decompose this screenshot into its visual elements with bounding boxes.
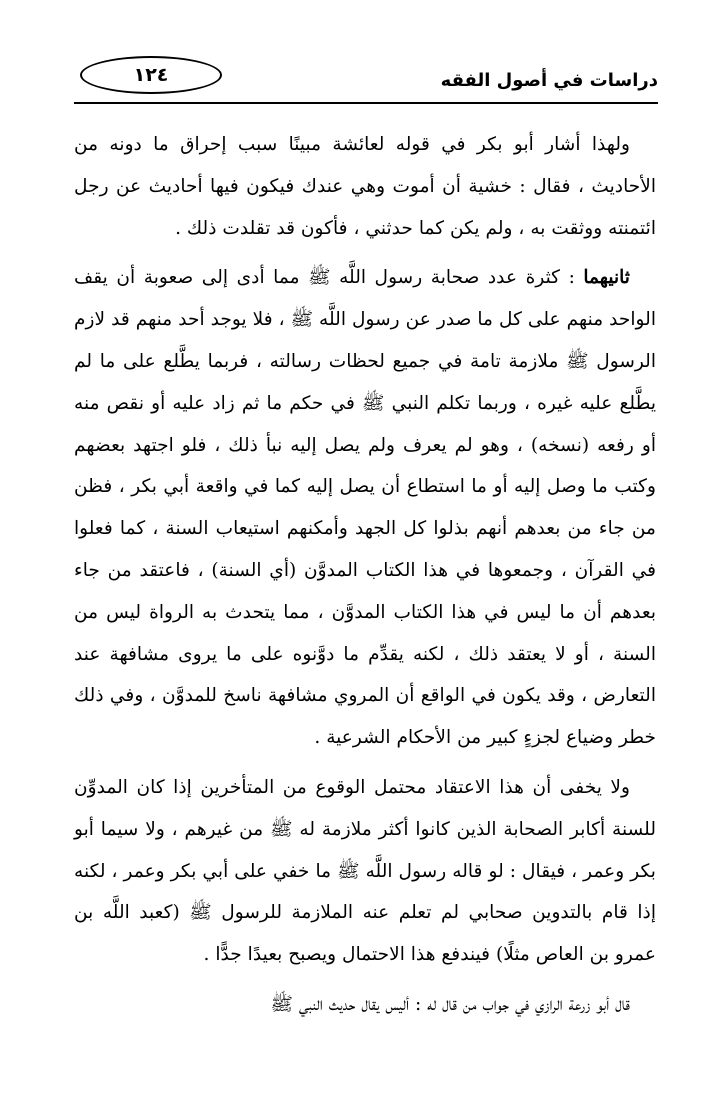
paragraph-text: قال أبو زرعة الرازي في جواب من قال له : أليس يقال حديث النبي ﷺ: [270, 993, 630, 1015]
book-title: دراسات في أصول الفقه: [440, 70, 658, 91]
page-number-badge: [80, 56, 222, 94]
paragraph-4: [74, 984, 656, 1026]
header-divider: [74, 102, 658, 104]
page-body: [74, 124, 656, 1026]
paragraph-text: ولا يخفى أن هذا الاعتقاد محتمل الوقوع من المتأخرين إذا كان المدوِّن للسنة أكابر الصحابة الذين كانوا أكثر ملازمة له ﷺ من غيرهم ، ولا سيما أبو بكر وعمر ، فيقال : لو قاله رسول اللَّه ﷺ ما خفي على أبي بكر وعمر ، لكنه إذا قام بالتدوين صحابي لم تعلم عنه الملازمة للرسول ﷺ (كعبد اللَّه بن عمرو بن العاص مثلًا) فيندفع هذا الاحتمال ويصبح بعيدًا جدًّا .: [74, 776, 656, 966]
paragraph-text: : كثرة عدد صحابة رسول اللَّه ﷺ مما أدى إلى صعوبة أن يقف الواحد منهم على كل ما صدر عن رسول اللَّه ﷺ ، فلا يوجد أحد منهم قد لازم الرسول ﷺ ملازمة تامة في جميع لحظات رسالته ، فربما يطَّلع على ما لم يطَّلع عليه غيره ، وربما تكلم النبي ﷺ في حكم ما ثم زاد عليه أو نقص منه أو رفعه (نسخه) ، وهو لم يعرف ولم يصل إليه نبأ ذلك ، فلو اجتهد بعضهم وكتب ما وصل إليه أو ما استطاع أن يصل إليه كما في واقعة أبي بكر ، فظن من جاء من بعدهم أنهم بذلوا كل الجهد وأمكنهم استيعاب السنة ، كما فعلوا في القرآن ، وجمعوها في هذا الكتاب المدوَّن (أي السنة) ، فاعتقد من جاء بعدهم أن ما ليس في هذا الكتاب المدوَّن ، مما يتحدث به الرواة ليس من السنة ، أو لا يعتقد ذلك ، لكنه يقدِّم ما دوَّنوه على ما يروى مشافهة عند التعارض ، وقد يكون في الواقع أن المروي مشافهة ناسخ للمدوَّن ، وفي ذلك خطر وضياع لجزءٍ كبير من الأحكام الشرعية .: [74, 267, 656, 749]
paragraph-1: [74, 124, 656, 249]
paragraph-2: [74, 257, 656, 759]
page-number: ١٢٤: [133, 64, 169, 86]
paragraph-lead: ثانيهما: [583, 267, 630, 289]
running-header: [74, 52, 658, 104]
paragraph-text: ولهذا أشار أبو بكر في قوله لعائشة مبينًا سبب إحراق ما دونه من الأحاديث ، فقال : خشية أن أموت وهي عندك فيكون فيها أحاديث عن رجل ائتمنته ووثقت به ، ولم يكن كما حدثني ، فأكون قد تقلدت ذلك .: [74, 134, 656, 239]
paragraph-3: [74, 767, 656, 976]
